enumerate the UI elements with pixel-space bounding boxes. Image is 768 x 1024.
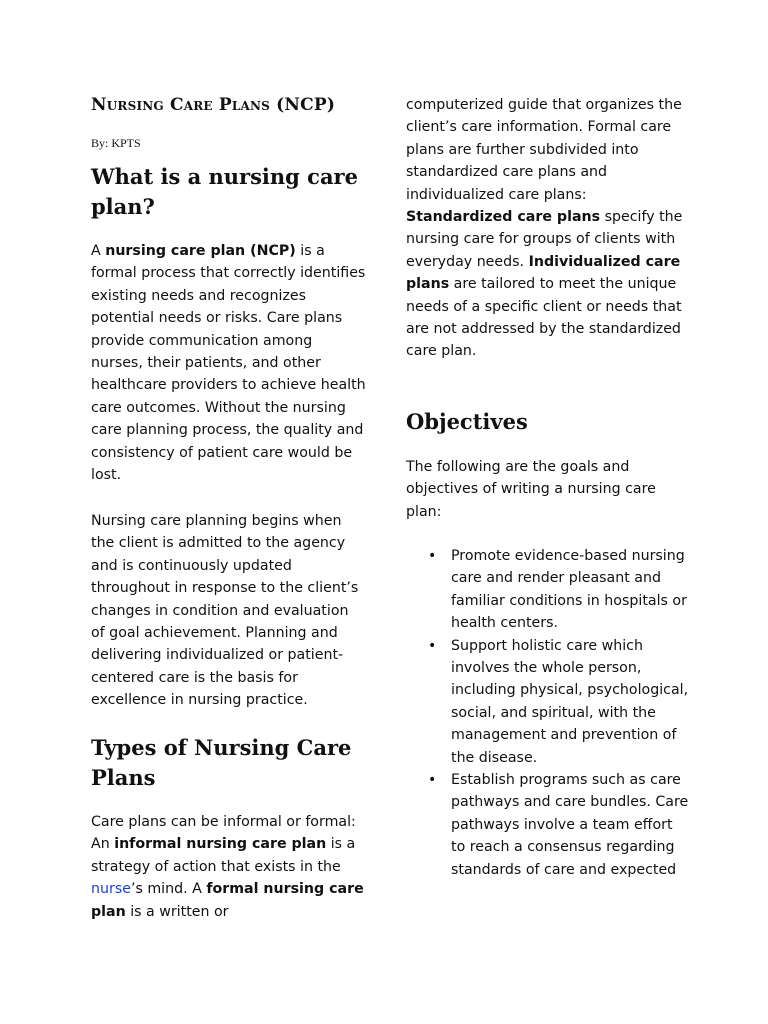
list-item-text: Promote evidence-based nursing care and render pleasant and familiar conditions in hospitals or health centers. <box>451 548 687 632</box>
bullet-icon: • <box>428 637 437 654</box>
list-item <box>428 635 691 769</box>
paragraph-ncp-definition <box>91 240 366 486</box>
byline: By: KPTS <box>91 136 141 150</box>
list-item-text: Support holistic care which involves the whole person, including physical, psychological, social, and spiritual, with the management and prevention of the disease. <box>451 637 689 766</box>
bold-term-standardized: Standardized care plans <box>406 209 601 226</box>
bullet-icon: • <box>428 772 437 789</box>
nurse-link[interactable]: nurse <box>91 881 131 898</box>
objectives-list <box>406 545 691 881</box>
text-run: Care plans can be informal or formal: An <box>91 814 356 853</box>
text-run: A <box>91 243 106 259</box>
text-run: computerized guide that organizes the client’s care information. Formal care plans are further subdivided into standardized care plans and individualized care plans: <box>406 97 682 203</box>
bold-term-individualized: Individualized care plans <box>406 253 681 293</box>
list-item <box>428 545 691 635</box>
text-run: is a strategy of action that exists in the <box>91 836 356 875</box>
list-item <box>428 769 691 881</box>
paragraph-types <box>91 811 366 923</box>
heading-objectives: Objectives <box>406 409 528 434</box>
text-run: is a formal process that correctly identifies existing needs and recognizes potential needs or risks. Care plans provide communication among nurses, their patients, and other healthcare providers to achieve health care outcomes. Without the nursing care planning process, the quality and consistency of patient care would be lost. <box>91 243 366 484</box>
bullet-icon: • <box>428 548 437 564</box>
heading-types-of-ncp: Types of Nursing Care Plans <box>91 735 352 790</box>
text-run: is a written or <box>125 903 229 920</box>
paragraph-care-planning: Nursing care planning begins when the client is admitted to the agency and is continuously updated throughout in response to the client’s changes in condition and evaluation of goal achievement. Planning and delivering individualized or patient-centered care is the basis for excellence in nursing practice. <box>91 513 359 709</box>
text-run: are tailored to meet the unique needs of a specific client or needs that are not addressed by the standardized care plan. <box>406 276 682 360</box>
bold-term-ncp: nursing care plan (NCP) <box>105 243 296 259</box>
text-run: specify the nursing care for groups of clients with everyday needs. <box>406 209 683 270</box>
heading-what-is-ncp: What is a nursing care plan? <box>91 164 358 219</box>
document-title: Nursing Care Plans (NCP) <box>91 95 336 115</box>
bold-term-informal: informal nursing care plan <box>114 836 327 853</box>
paragraph-objectives-intro: The following are the goals and objectives of writing a nursing care plan: <box>406 459 656 520</box>
text-run: ’s mind. A <box>130 881 207 898</box>
bold-term-formal: formal nursing care plan <box>91 881 364 920</box>
list-item-text: Establish programs such as care pathways and care bundles. Care pathways involve a team effort to reach a consensus regarding standards of care and expected <box>451 772 689 878</box>
paragraph-types-continued <box>406 94 691 363</box>
